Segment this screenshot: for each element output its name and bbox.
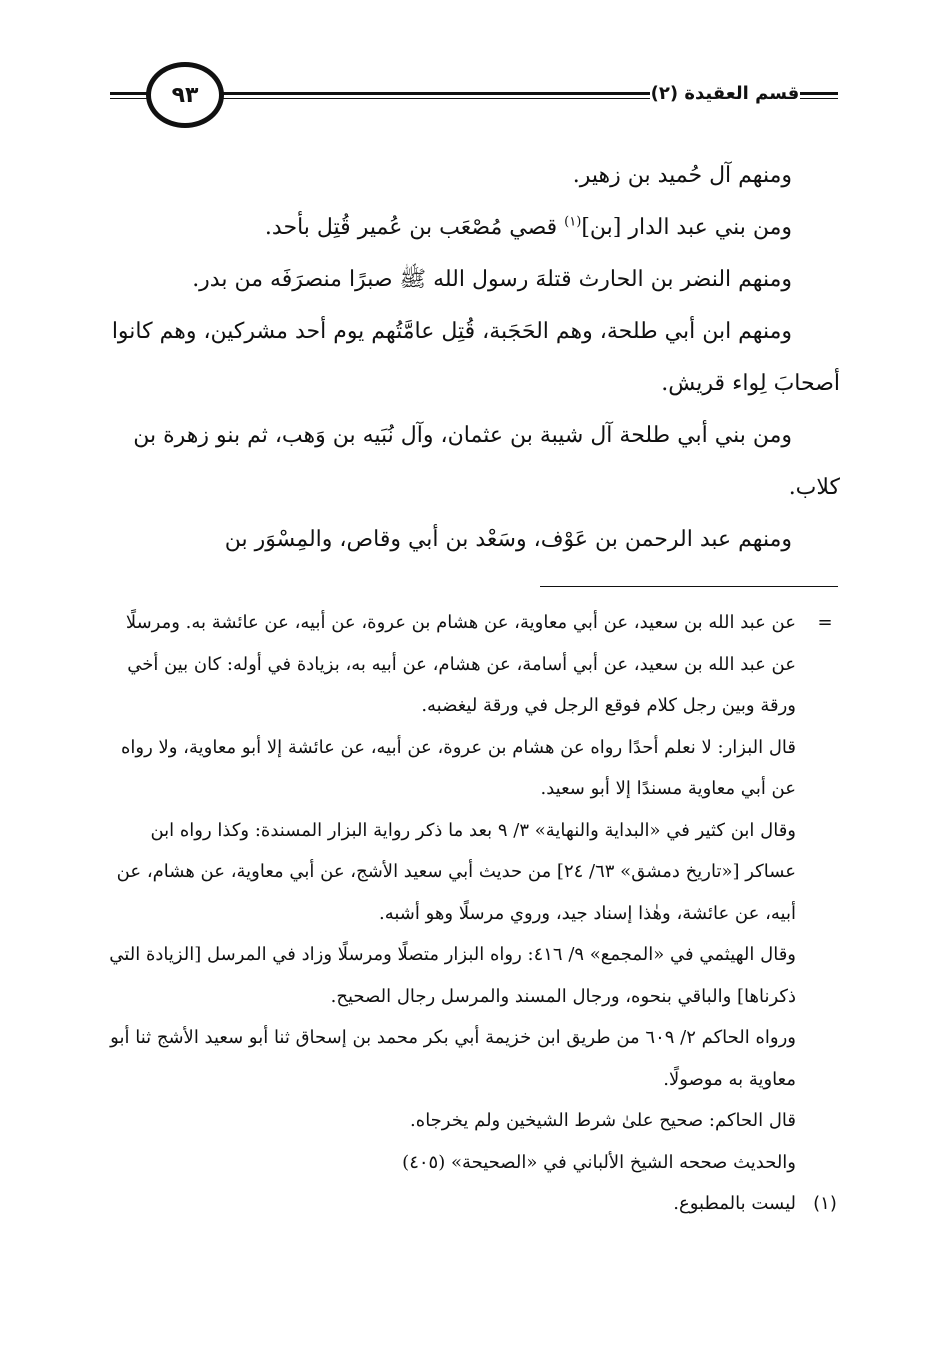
- footnote-note: [100, 1183, 837, 1225]
- paragraph: ومنهم آل حُميد بن زهير.: [572, 163, 792, 188]
- page-number: ٩٣: [171, 82, 199, 108]
- footnote-reference[interactable]: (١): [564, 214, 582, 230]
- footnote-paragraph: قال الحاكم: صحيح علىٰ شرط الشيخين ولم يخرجاه.: [410, 1110, 796, 1131]
- paragraph: [100, 202, 840, 254]
- footnote-number: (١): [813, 1193, 837, 1214]
- header-rule-right: [798, 92, 838, 99]
- footnote-text: ليست بالمطبوع.: [673, 1193, 796, 1214]
- header-rule-left: [110, 92, 150, 99]
- paragraph-text: ومن بني عبد الدار [بن]: [581, 215, 792, 240]
- paragraph: ومنهم النضر بن الحارث قتلهَ رسول الله ﷺ صبرًا منصرَفَه من بدر.: [192, 267, 792, 292]
- page-header: [110, 62, 838, 130]
- footnote-continuation: [100, 602, 833, 727]
- continuation-marker: =: [817, 612, 833, 633]
- paragraph-text: قصي مُصْعَب بن عُمير قُتِل بأحد.: [264, 215, 565, 240]
- paragraph: ومنهم ابن أبي طلحة، وهم الحَجَبة، قُتِل عامَّتُهم يوم أحد مشركين، وهم كانوا أصحابَ لِواء قريش.: [111, 319, 840, 396]
- footnotes: [100, 602, 840, 1225]
- paragraph: ومن بني أبي طلحة آل شيبة بن عثمان، وآل نُبَيه بن وَهب، ثم بنو زهرة بن كلاب.: [133, 423, 840, 500]
- footnote-paragraph: وقال ابن كثير في «البداية والنهاية» ٣/ ٩ بعد ما ذكر رواية البزار المسندة: وكذا رواه ابن عساكر [«تاريخ دمشق» ٦٣/ ٢٤] من حديث أبي سعيد الأشج، عن أبي معاوية، عن هشام، عن أبيه، عن عائشة، وهٰذا إسناد جيد، وروي مرسلًا وهو أشبه.: [116, 819, 796, 924]
- footnote-paragraph: ورواه الحاكم ٢/ ٦٠٩ من طريق ابن خزيمة أبي بكر محمد بن إسحاق ثنا أبو سعيد الأشج ثنا أبو معاوية به موصولًا.: [110, 1027, 796, 1090]
- running-title: قسم العقيدة (٢): [650, 80, 800, 108]
- footnote-paragraph: وقال الهيثمي في «المجمع» ٩/ ٤١٦: رواه البزار متصلًا ومرسلًا وزاد في المرسل [الزيادة التي ذكرناها] والباقي بنحوه، ورجال المسند والمرسل رجال الصحيح.: [109, 944, 796, 1007]
- footnote-paragraph: قال البزار: لا نعلم أحدًا رواه عن هشام بن عروة، عن أبيه، عن عائشة إلا أبو معاوية، ولا رواه عن أبي معاوية مسندًا إلا أبو سعيد.: [120, 736, 796, 799]
- paragraph: ومنهم عبد الرحمن بن عَوْف، وسَعْد بن أبي وقاص، والمِسْوَر بن: [224, 527, 792, 552]
- main-text: [100, 150, 840, 566]
- page-number-badge: [146, 62, 224, 128]
- footnote-text: عن عبد الله بن سعيد، عن أبي معاوية، عن هشام بن عروة، عن أبيه، عن عائشة به. ومرسلًا عن عبد الله بن سعيد، عن أبي أسامة، عن هشام، عن أبيه به، بزيادة في أوله: كان بين أخي ورقة وبين رجل كلام فوقع الرجل في ورقة ليغضبه.: [125, 612, 796, 716]
- footnote-separator: [540, 586, 838, 587]
- footnote-paragraph: والحديث صححه الشيخ الألباني في «الصحيحة» (٤٠٥): [402, 1151, 796, 1173]
